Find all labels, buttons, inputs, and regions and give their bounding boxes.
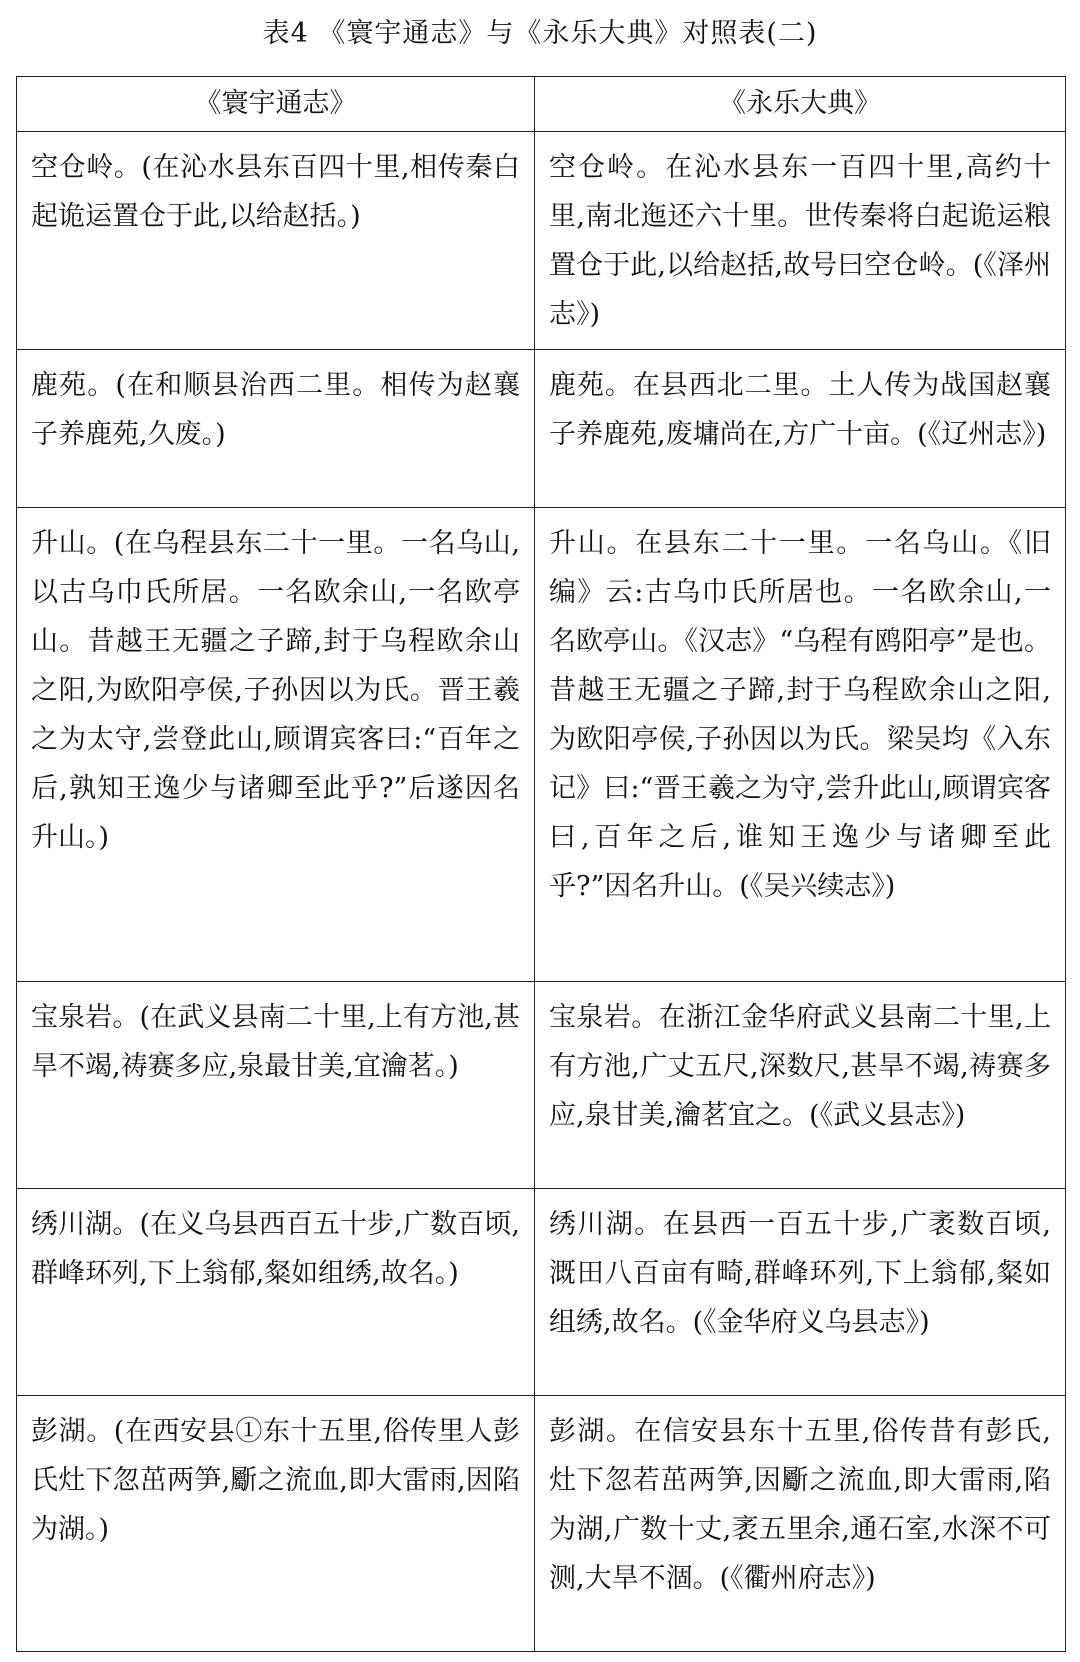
column-header-huanyu-tongzhi: 《寰宇通志》 xyxy=(17,77,535,132)
table-row xyxy=(17,1396,1066,1652)
cell-yongle-dadian: 彭湖。在信安县东十五里,俗传昔有彭氏,灶下忽若茁两笋,因斸之流血,即大雷雨,陷为湖,广数十丈,袤五里余,通石室,水深不可测,大旱不涸。(《衢州府志》) xyxy=(535,1396,1066,1652)
cell-huanyu-tongzhi: 彭湖。(在西安县①东十五里,俗传里人彭氏灶下忽茁两笋,斸之流血,即大雷雨,因陷为湖。) xyxy=(17,1396,535,1652)
table-row xyxy=(17,350,1066,508)
table-row xyxy=(17,508,1066,982)
table-row xyxy=(17,982,1066,1189)
column-header-yongle-dadian: 《永乐大典》 xyxy=(535,77,1066,132)
table-header-row xyxy=(17,77,1066,132)
cell-huanyu-tongzhi: 升山。(在乌程县东二十一里。一名乌山,以古乌巾氏所居。一名欧余山,一名欧亭山。昔越王无疆之子蹄,封于乌程欧余山之阳,为欧阳亭侯,子孙因以为氏。晋王羲之为太守,尝登此山,顾谓宾客曰:“百年之后,孰知王逸少与诸卿至此乎?”后遂因名升山。) xyxy=(17,508,535,982)
cell-huanyu-tongzhi: 鹿苑。(在和顺县治西二里。相传为赵襄子养鹿苑,久废。) xyxy=(17,350,535,508)
cell-yongle-dadian: 空仓岭。在沁水县东一百四十里,高约十里,南北迤还六十里。世传秦将白起诡运粮置仓于此,以给赵括,故号曰空仓岭。(《泽州志》) xyxy=(535,132,1066,350)
cell-yongle-dadian: 绣川湖。在县西一百五十步,广袤数百顷,溉田八百亩有畸,群峰环列,下上翁郁,粲如组绣,故名。(《金华府义乌县志》) xyxy=(535,1189,1066,1396)
cell-huanyu-tongzhi: 绣川湖。(在义乌县西百五十步,广数百顷,群峰环列,下上翁郁,粲如组绣,故名。) xyxy=(17,1189,535,1396)
cell-yongle-dadian: 鹿苑。在县西北二里。土人传为战国赵襄子养鹿苑,废墉尚在,方广十亩。(《辽州志》) xyxy=(535,350,1066,508)
cell-huanyu-tongzhi: 空仓岭。(在沁水县东百四十里,相传秦白起诡运置仓于此,以给赵括。) xyxy=(17,132,535,350)
table-caption: 表4 《寰宇通志》与《永乐大典》对照表(二) xyxy=(262,18,818,49)
table-row xyxy=(17,1189,1066,1396)
cell-yongle-dadian: 升山。在县东二十一里。一名乌山。《旧编》云:古乌巾氏所居也。一名欧余山,一名欧亭山。《汉志》“乌程有鸥阳亭”是也。昔越王无疆之子蹄,封于乌程欧余山之阳,为欧阳亭侯,子孙因以为氏。梁吴均《入东记》曰:“晋王羲之为守,尝升此山,顾谓宾客曰,百年之后,谁知王逸少与诸卿至此乎?”因名升山。(《吴兴续志》) xyxy=(535,508,1066,982)
comparison-table xyxy=(16,76,1066,1652)
cell-huanyu-tongzhi: 宝泉岩。(在武义县南二十里,上有方池,甚旱不竭,祷赛多应,泉最甘美,宜瀹茗。) xyxy=(17,982,535,1189)
cell-yongle-dadian: 宝泉岩。在浙江金华府武义县南二十里,上有方池,广丈五尺,深数尺,甚旱不竭,祷赛多应,泉甘美,瀹茗宜之。(《武义县志》) xyxy=(535,982,1066,1189)
table-row xyxy=(17,132,1066,350)
